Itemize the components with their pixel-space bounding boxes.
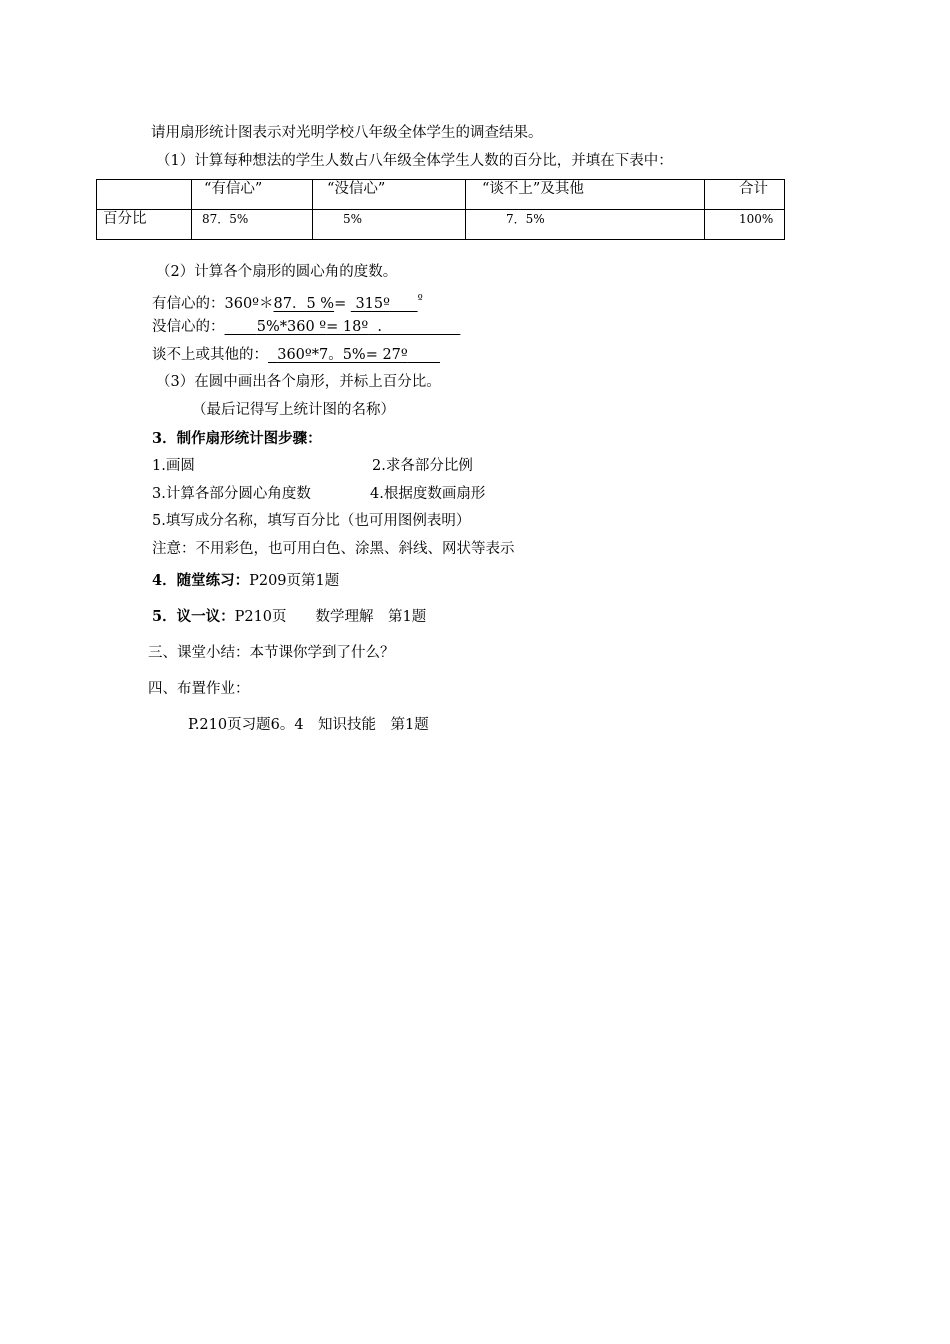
step-3-note: （最后记得写上统计图的名称） [192, 402, 395, 418]
table-header-cell [97, 180, 192, 210]
table-header-cell: “谈不上”及其他 [466, 180, 705, 210]
step-item-3: 3.计算各部分圆心角度数 [152, 486, 311, 502]
step-2-instruction: （2）计算各个扇形的圆心角的度数。 [156, 264, 398, 280]
section-4-text: P209页第1题 [249, 573, 340, 589]
table-row [97, 210, 785, 240]
section-4 [152, 572, 339, 590]
table-cell: 100% [705, 210, 785, 240]
homework-text: P.210页习题6。4 知识技能 第1题 [188, 717, 429, 733]
step-item-1: 1.画圆 [152, 458, 195, 474]
section-5-label: 5．议一议： [152, 608, 235, 625]
calc-confident-degree: º [417, 292, 423, 305]
table-cell: 87．5% [192, 210, 313, 240]
calc-unconfident-label: 没信心的： [152, 319, 225, 335]
calc-confident [152, 290, 423, 313]
homework-heading: 四、布置作业： [148, 681, 250, 697]
table-header-cell: 合计 [705, 180, 785, 210]
step-item-4: 4.根据度数画扇形 [370, 486, 486, 502]
calc-unconfident-answer: 5%*360 º= 18º . [256, 319, 461, 335]
step-3-instruction: （3）在圆中画出各个扇形，并标上百分比。 [156, 374, 441, 390]
calc-confident-percent: 87．5 % [273, 295, 335, 312]
section-4-label: 4．随堂练习： [152, 572, 250, 589]
section-5 [152, 608, 426, 626]
calc-confident-label: 有信心的： [152, 295, 225, 312]
intro-text: 请用扇形统计图表示对光明学校八年级全体学生的调查结果。 [151, 125, 543, 141]
table-cell: 5% [313, 210, 466, 240]
summary-heading: 三、课堂小结：本节课你学到了什么？ [148, 645, 395, 661]
calc-confident-equals: = [334, 295, 351, 312]
table-header-cell: “有信心” [192, 180, 313, 210]
percentage-table [96, 179, 785, 240]
table-header-row [97, 180, 785, 210]
calc-confident-result: 315º [355, 295, 390, 312]
calc-other-label: 谈不上或其他的： [152, 347, 268, 363]
table-header-cell: “没信心” [313, 180, 466, 210]
section-3-title: 3．制作扇形统计图步骤： [152, 430, 322, 447]
table-row-label: 百分比 [97, 210, 192, 240]
step-item-2: 2.求各部分比例 [372, 458, 473, 474]
calc-confident-expr: 360º＊ [224, 295, 274, 312]
table-cell: 7．5% [466, 210, 705, 240]
calc-unconfident [152, 318, 460, 336]
note-text: 注意：不用彩色，也可用白色、涂黑、斜线、网状等表示 [152, 541, 515, 557]
calc-other [152, 346, 440, 364]
step-1-instruction: （1）计算每种想法的学生人数占八年级全体学生人数的百分比，并填在下表中： [156, 153, 673, 169]
section-5-text: P210页 数学理解 第1题 [234, 609, 427, 625]
calc-other-answer: 360º*7。5%= 27º [277, 347, 408, 363]
step-item-5: 5.填写成分名称，填写百分比（也可用图例表明） [152, 513, 471, 529]
